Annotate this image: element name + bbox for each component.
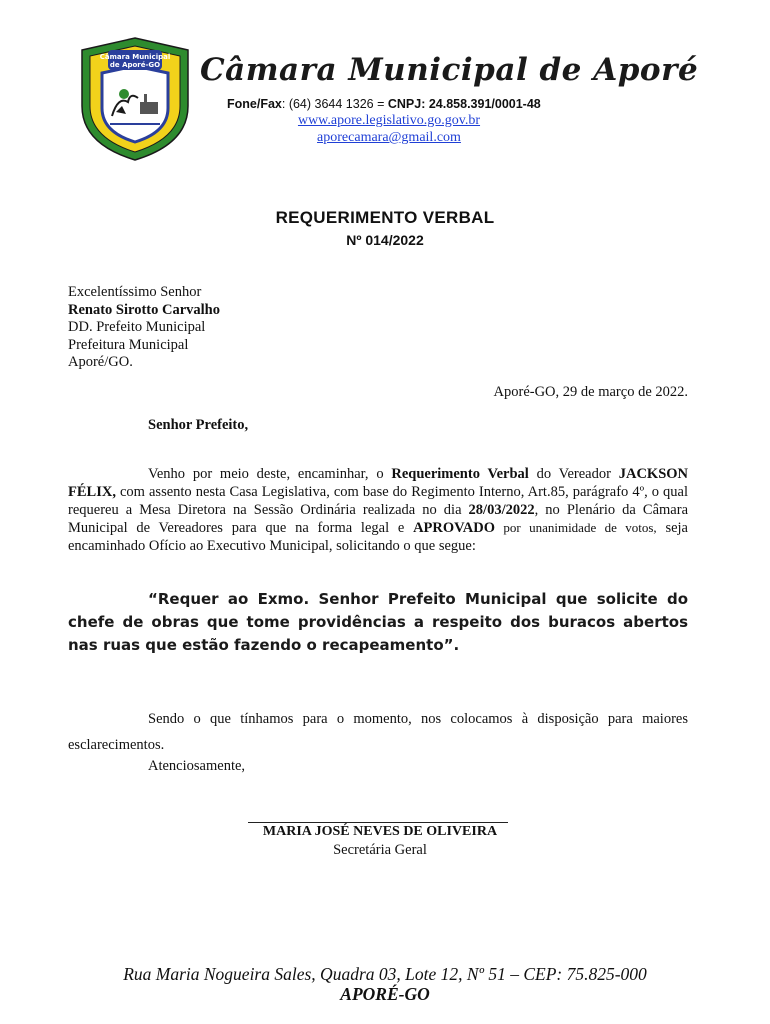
closing-paragraph: Sendo o que tínhamos para o momento, nos colocamos à disposição para maiores esclarecimentos. [68,711,688,753]
body-text-3: com assento nesta Casa Legislativa, com base do Regimento Interno, Art.85, parágrafo 4º, o qual requereu a Mesa Diretora na Sessão Ordinária realizada no dia [68,483,688,518]
footer-city: APORÉ-GO [340,984,430,1004]
body-bold-date: 28/03/2022 [468,501,535,518]
salutation: Senhor Prefeito, [148,417,249,433]
document-title: REQUERIMENTO VERBAL [275,208,495,227]
email-link[interactable]: aporecamara@gmail.com [317,130,461,145]
recipient-city: Aporé/GO. [68,354,133,370]
request-statement: “Requer ao Exmo. Senhor Prefeito Municipal que solicite do chefe de obras que tome providências a respeito dos buracos abertos nas ruas que estão fazendo o recapeamento”. [68,590,688,654]
body-text-1: Venho por meio deste, encaminhar, o [148,466,392,482]
recipient-title: DD. Prefeito Municipal [68,319,206,335]
body-text-4: , no Plenário da Câmara Municipal de Vereadores para que na forma legal e [68,501,689,537]
footer-address: Rua Maria Nogueira Sales, Quadra 03, Lote 12, Nº 51 – CEP: 75.825-000 [123,964,647,984]
recipient-salutation: Excelentíssimo Senhor [68,284,202,300]
contact-line [227,97,627,111]
body-bold-requerimento: Requerimento Verbal [391,466,529,482]
recipient-organization: Prefeitura Municipal [68,336,189,353]
phone-label: Fone/Fax [227,97,282,111]
recipient-name: Renato Sirotto Carvalho [68,301,220,318]
svg-text:Câmara Municipal: Câmara Municipal [99,53,171,61]
body-bold-aprovado: APROVADO [413,520,495,537]
document-number: Nº 014/2022 [346,232,424,248]
camara-seal-logo [78,36,192,162]
body-bold-vereador: JACKSON FÉLIX, [68,466,689,500]
recipient-block [68,284,468,372]
body-paragraph [68,466,688,556]
date-line: Aporé-GO, 29 de março de 2022. [493,384,688,400]
regards: Atenciosamente, [148,758,246,774]
body-text-5: por unanimidade de votos, [494,520,657,536]
phone-value: : (64) 3644 1326 = [281,97,388,111]
signatory-role: Secretária Geral [333,842,427,858]
cnpj: CNPJ: 24.858.391/0001-48 [387,97,541,111]
body-text-2: do Vereador [528,466,619,482]
institution-title: Câmara Municipal de Aporé [200,52,699,88]
svg-text:de Aporé-GO: de Aporé-GO [109,61,161,69]
signature-line [248,822,508,823]
signatory-name: MARIA JOSÉ NEVES DE OLIVEIRA [262,824,498,839]
website-link[interactable]: www.apore.legislativo.go.gov.br [297,113,481,128]
body-text-6: seja encaminhado Ofício ao Executivo Municipal, solicitando o que segue: [68,520,688,555]
